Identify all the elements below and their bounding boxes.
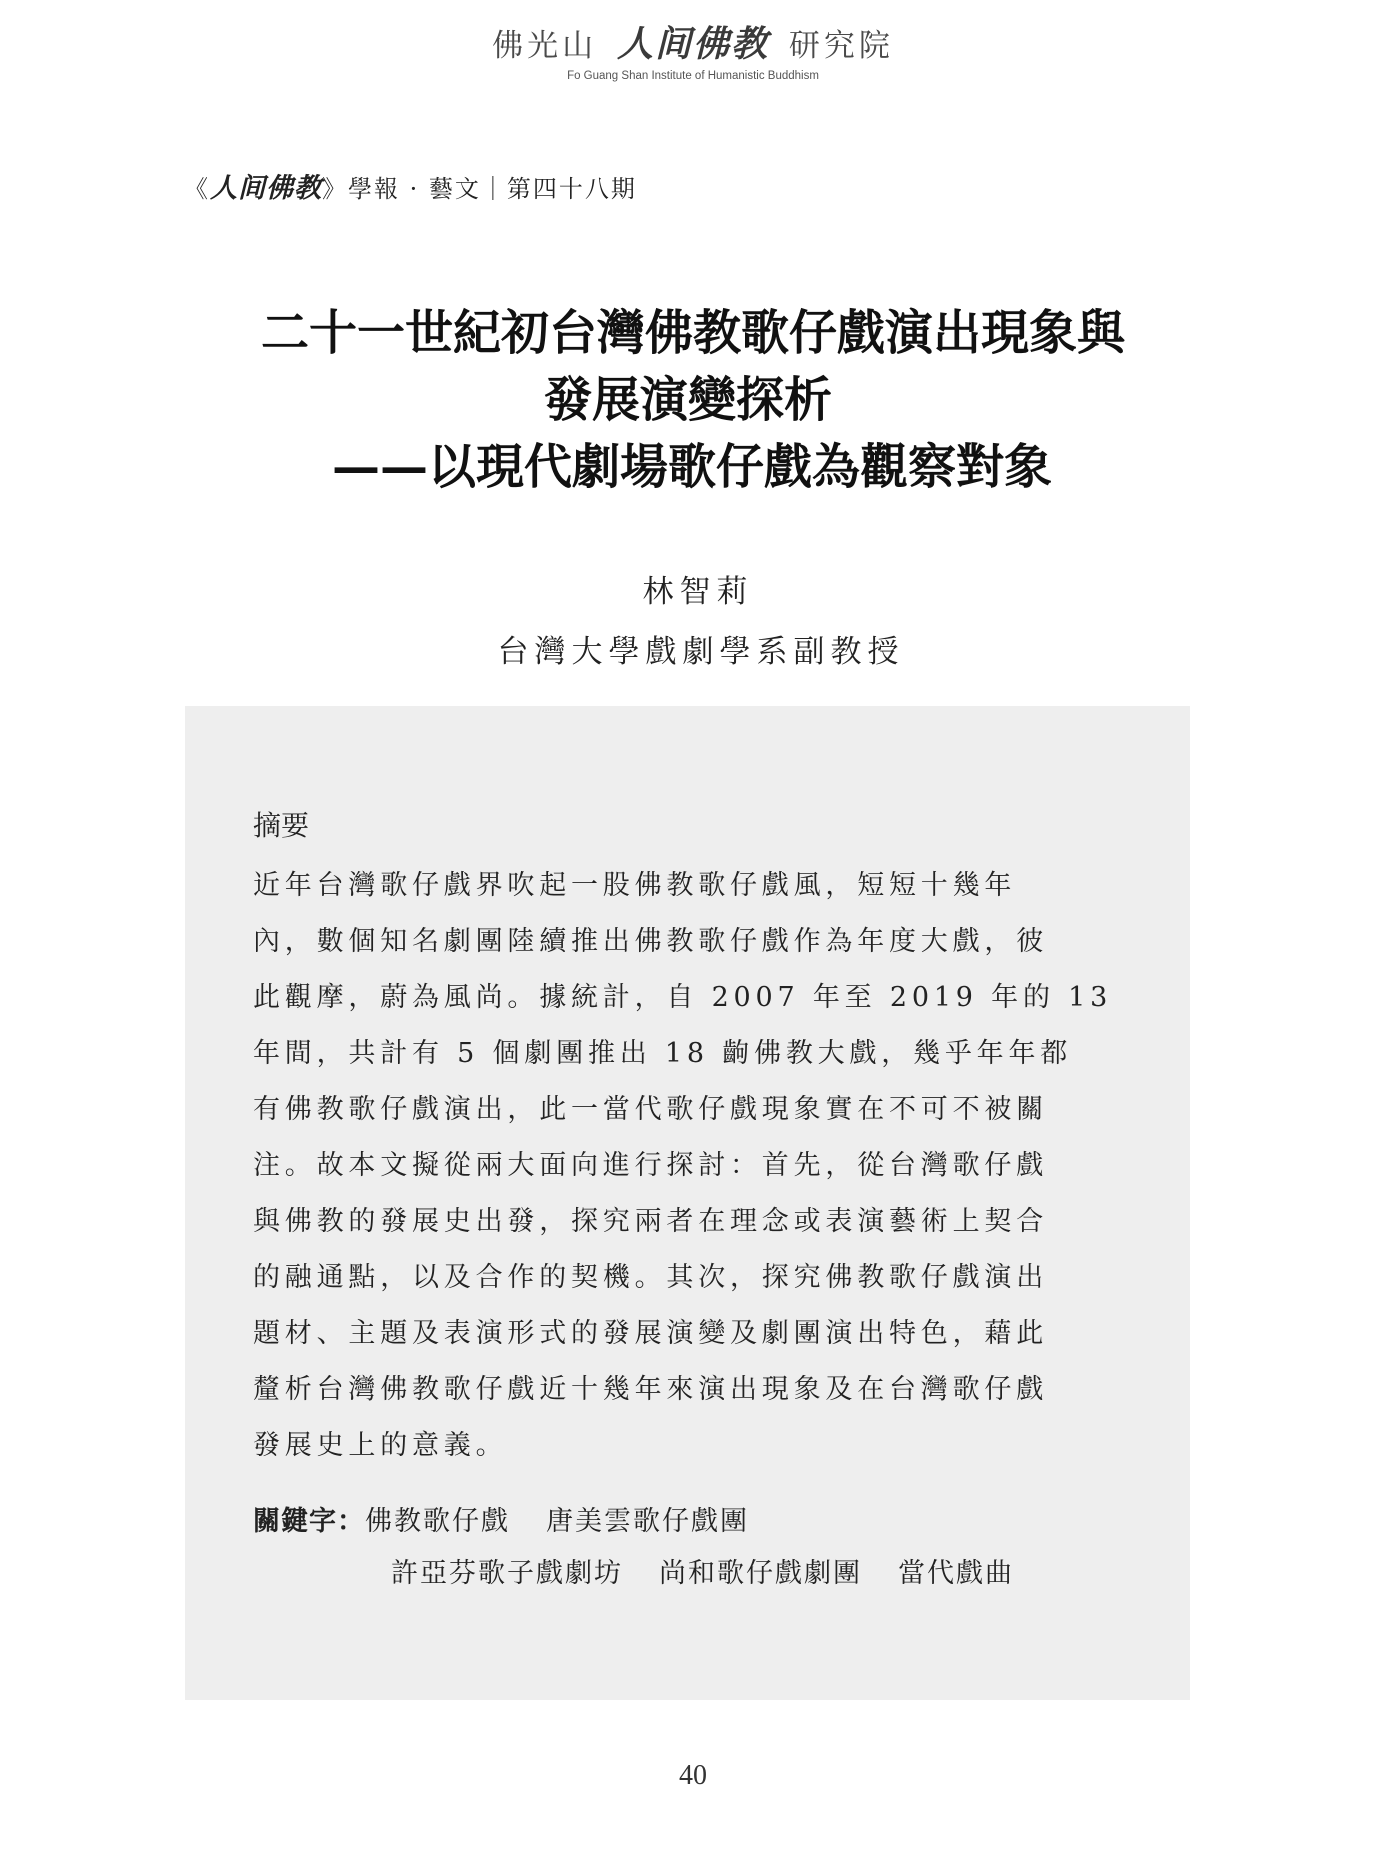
abstract-heading: 摘要: [253, 809, 310, 842]
abstract-line: 內，數個知名劇團陸續推出佛教歌仔戲作為年度大戲，彼: [253, 926, 1048, 957]
institute-brand-logo: 人间佛教: [616, 23, 769, 65]
keyword: 唐美雲歌仔戲團: [546, 1506, 749, 1537]
journal-close-bracket: 》: [322, 175, 348, 203]
journal-title-line: [184, 166, 637, 205]
journal-open-bracket: 《: [184, 175, 210, 203]
keyword: 尚和歌仔戲劇團: [659, 1558, 862, 1589]
keywords: [253, 1496, 1050, 1600]
keyword: 當代戲曲: [898, 1558, 1014, 1589]
institute-header: [0, 24, 1386, 82]
article-title: [0, 300, 1386, 501]
abstract-line: 題材、主題及表演形式的發展演變及劇團演出特色，藉此: [253, 1318, 1048, 1349]
abstract-line: 年間，共計有 5 個劇團推出 18 齣佛教大戲，幾乎年年都: [253, 1038, 1073, 1069]
article-title-line-1: 二十一世紀初台灣佛教歌仔戲演出現象與: [260, 305, 1125, 361]
article-subtitle: ——以現代劇場歌仔戲為觀察對象: [331, 439, 1052, 495]
keywords-label: 關鍵字：: [253, 1506, 365, 1537]
author-block: [0, 568, 1386, 680]
institute-english-name: Fo Guang Shan Institute of Humanistic Buddhism: [567, 70, 819, 82]
abstract-line: 注。故本文擬從兩大面向進行探討：首先，從台灣歌仔戲: [253, 1150, 1048, 1181]
abstract-line: 近年台灣歌仔戲界吹起一股佛教歌仔戲風，短短十幾年: [253, 870, 1017, 901]
author-name: 林智莉: [642, 574, 754, 610]
institute-name-prefix: 佛光山: [492, 28, 598, 64]
journal-brand-logo: 人间佛教: [210, 173, 322, 204]
institute-name-suffix: 研究院: [788, 28, 894, 64]
keywords-row-2: [253, 1548, 1050, 1600]
abstract-line: 的融通點，以及合作的契機。其次，探究佛教歌仔戲演出: [253, 1262, 1048, 1293]
keywords-row-1: [253, 1496, 1050, 1548]
abstract-line: 與佛教的發展史出發，探究兩者在理念或表演藝術上契合: [253, 1206, 1048, 1237]
article-title-line-2: 發展演變探析: [543, 372, 832, 428]
abstract-line: 釐析台灣佛教歌仔戲近十幾年來演出現象及在台灣歌仔戲: [253, 1374, 1048, 1405]
abstract-line: 有佛教歌仔戲演出，此一當代歌仔戲現象實在不可不被關: [253, 1094, 1048, 1125]
keyword: 許亞芬歌子戲劇坊: [391, 1558, 623, 1589]
institute-name: [0, 24, 1386, 66]
abstract-body: [253, 858, 1115, 1474]
abstract-line: 此觀摩，蔚為風尚。據統計，自 2007 年至 2019 年的 13: [253, 982, 1113, 1013]
author-affiliation: 台灣大學戲劇學系副教授: [497, 634, 905, 670]
keyword: 佛教歌仔戲: [365, 1506, 510, 1537]
journal-issue-info: 學報 · 藝文｜第四十八期: [348, 175, 637, 203]
page-number: 40: [679, 1760, 707, 1791]
abstract-line: 發展史上的意義。: [253, 1430, 508, 1461]
abstract-box: [185, 706, 1190, 1700]
